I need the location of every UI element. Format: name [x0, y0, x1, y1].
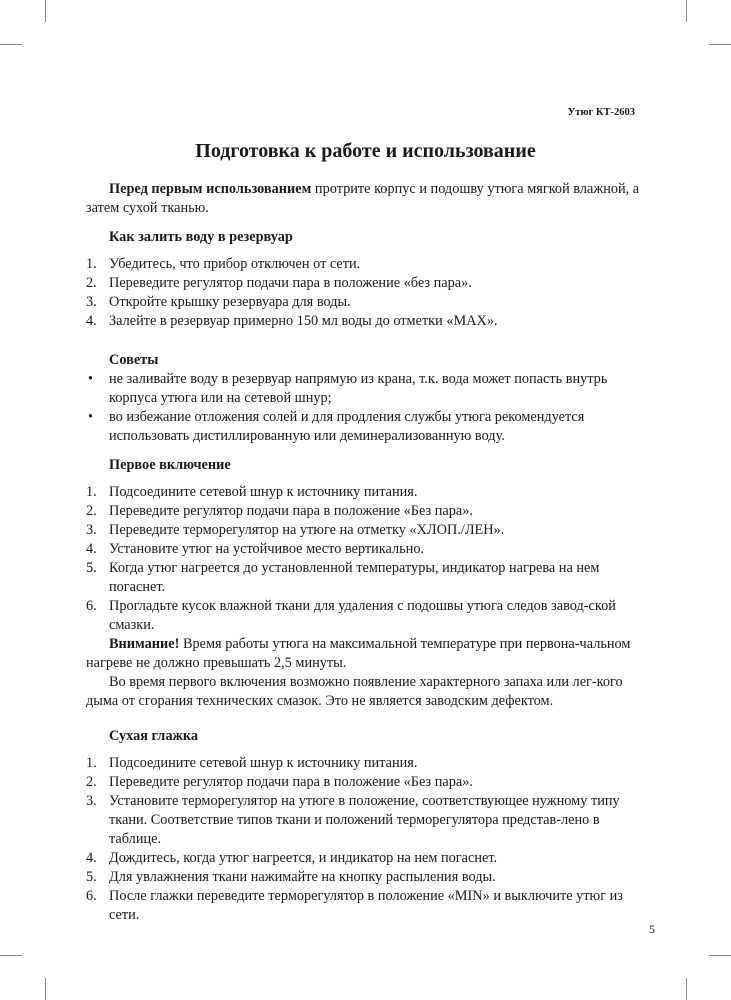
step-number: 6. — [86, 598, 97, 614]
list-item — [86, 483, 641, 502]
crop-mark — [709, 44, 731, 45]
step-text: Залейте в резервуар примерно 150 мл воды до отметки «MAX». — [109, 313, 498, 329]
step-text: Откройте крышку резервуара для воды. — [109, 294, 351, 310]
list-item — [86, 754, 641, 773]
page-title: Подготовка к работе и использование — [195, 140, 536, 162]
step-text: Установите утюг на устойчивое место вертикально. — [109, 541, 425, 557]
step-number: 4. — [86, 313, 97, 329]
list-item — [86, 255, 641, 274]
step-number: 2. — [86, 774, 97, 790]
section-title-first-use: Первое включение — [109, 457, 231, 473]
step-number: 1. — [86, 256, 97, 272]
tips-list — [86, 370, 641, 446]
step-number: 4. — [86, 541, 97, 557]
step-number: 3. — [86, 793, 97, 809]
list-item — [86, 868, 641, 887]
step-text: Подсоедините сетевой шнур к источнику питания. — [109, 484, 418, 500]
step-number: 6. — [86, 888, 97, 904]
warning-paragraph — [86, 635, 641, 673]
step-number: 2. — [86, 503, 97, 519]
crop-mark — [0, 955, 22, 956]
list-item — [86, 370, 641, 408]
list-item — [86, 521, 641, 540]
crop-mark — [45, 0, 46, 22]
section-title-tips: Советы — [109, 352, 159, 368]
step-text: Переведите регулятор подачи пара в положение «без пара». — [109, 275, 472, 291]
list-item — [86, 540, 641, 559]
fill-water-steps — [86, 255, 641, 331]
step-text: Дождитесь, когда утюг нагреется, и индикатор на нем погаснет. — [109, 850, 498, 866]
intro-bold: Перед первым использованием — [109, 181, 312, 197]
list-item — [86, 887, 641, 925]
crop-mark — [0, 44, 22, 45]
step-number: 3. — [86, 294, 97, 310]
tip-text: не заливайте воду в резервуар напрямую из крана, т.к. вода может попасть внутрь корпуса утюга или на сетевой шнур; — [109, 371, 608, 406]
step-number: 5. — [86, 560, 97, 576]
step-text: Для увлажнения ткани нажимайте на кнопку распыления воды. — [109, 869, 496, 885]
step-text: Переведите терморегулятор на утюге на отметку «ХЛОП./ЛЕН». — [109, 522, 505, 538]
document-body — [86, 180, 641, 925]
section-title-fill-water: Как залить воду в резервуар — [109, 229, 293, 245]
crop-mark — [686, 978, 687, 1000]
step-number: 5. — [86, 869, 97, 885]
step-text: Переведите регулятор подачи пара в положение «Без пара». — [109, 774, 473, 790]
step-text: Подсоедините сетевой шнур к источнику питания. — [109, 755, 418, 771]
step-text: После глажки переведите терморегулятор в положение «MIN» и выключите утюг из сети. — [109, 888, 623, 923]
step-text: Переведите регулятор подачи пара в положение «Без пара». — [109, 503, 473, 519]
step-number: 2. — [86, 275, 97, 291]
section-title-dry-ironing: Сухая глажка — [109, 728, 199, 744]
list-item — [86, 502, 641, 521]
list-item — [86, 293, 641, 312]
step-text: Убедитесь, что прибор отключен от сети. — [109, 256, 361, 272]
crop-mark — [45, 978, 46, 1000]
list-item — [86, 773, 641, 792]
bullet-icon: • — [88, 371, 94, 387]
list-item — [86, 559, 641, 597]
step-text: Когда утюг нагреется до установленной температуры, индикатор нагрева на нем погаснет. — [109, 560, 600, 595]
step-number: 1. — [86, 755, 97, 771]
list-item — [86, 408, 641, 446]
step-text: Прогладьте кусок влажной ткани для удаления с подошвы утюга следов завод-ской смазки. — [109, 598, 616, 633]
bullet-icon: • — [88, 409, 94, 425]
list-item — [86, 792, 641, 849]
note-paragraph: Во время первого включения возможно появление характерного запаха или лег-кого дыма от сгорания технических смазок. Это не является заводским дефектом. — [86, 674, 623, 709]
header-model: Утюг КТ-2603 — [567, 107, 635, 118]
intro-text: протрите корпус и подошву утюга мягкой влажной, а затем сухой тканью. — [86, 181, 640, 216]
crop-mark — [709, 955, 731, 956]
list-item — [86, 849, 641, 868]
warning-text: Время работы утюга на максимальной температуре при первона-чальном нагреве не должно превышать 2,5 минуты. — [86, 636, 631, 671]
warning-bold: Внимание! — [109, 636, 180, 652]
first-use-steps — [86, 483, 641, 635]
list-item — [86, 312, 641, 331]
step-number: 3. — [86, 522, 97, 538]
step-number: 1. — [86, 484, 97, 500]
list-item — [86, 597, 641, 635]
page-number: 5 — [649, 922, 655, 936]
intro-paragraph — [86, 180, 641, 218]
step-text: Установите терморегулятор на утюге в положение, соответствующее нужному типу ткани. Соответствие типов ткани и положений терморегулятора представ-лено в таблице. — [109, 793, 620, 847]
step-number: 4. — [86, 850, 97, 866]
tip-text: во избежание отложения солей и для продления службы утюга рекомендуется использовать дистиллированную или деминерализованную воду. — [109, 409, 585, 444]
crop-mark — [686, 0, 687, 22]
dry-ironing-steps — [86, 754, 641, 925]
list-item — [86, 274, 641, 293]
